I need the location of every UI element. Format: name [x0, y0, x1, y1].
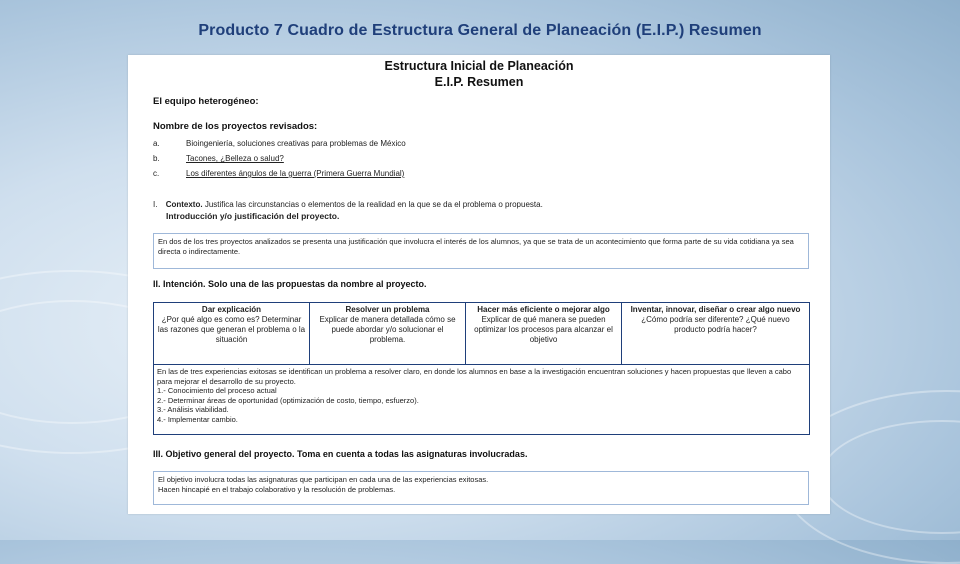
- document-title: Estructura Inicial de Planeación: [384, 59, 574, 73]
- context-subtitle: Introducción y/o justificación del proyecto.: [166, 211, 340, 221]
- intention-title: II. Intención. Solo una de las propuestas da nombre al proyecto.: [153, 279, 427, 289]
- intention-answer-cell: [154, 365, 810, 435]
- project-letter: a.: [153, 139, 160, 148]
- project-name: Los diferentes ángulos de la guerra (Primera Guerra Mundial): [186, 169, 405, 178]
- objective-title: III. Objetivo general del proyecto. Toma en cuenta a todas las asignaturas involucradas.: [153, 449, 528, 459]
- objective-line: El objetivo involucra todas las asignaturas que participan en cada una de las experiencias exitosas.: [158, 475, 489, 484]
- intention-cell: [466, 303, 622, 365]
- intention-head: Dar explicación: [201, 305, 262, 314]
- project-letter: b.: [153, 154, 160, 163]
- context-text: Justifica las circunstancias o elementos de la realidad en la que se da el problema o propuesta.: [204, 200, 543, 209]
- intention-answer-row: [154, 365, 810, 435]
- intention-text: ¿Cómo podría ser diferente? ¿Qué nuevo producto podría hacer?: [641, 315, 790, 334]
- team-label: El equipo heterogéneo:: [153, 96, 259, 107]
- context-answer: En dos de los tres proyectos analizados se presenta una justificación que involucra el interés de los alumnos, ya que se trata de un acontecimiento que forma parte de su vida cotidiana ya sea directa o indirectamente.: [158, 237, 794, 256]
- objective-box: [153, 471, 809, 505]
- intention-cell: [310, 303, 466, 365]
- context-answer-box: [153, 233, 809, 269]
- intention-step: 3.- Análisis viabilidad.: [157, 405, 229, 414]
- intention-step: 4.- Implementar cambio.: [157, 414, 238, 424]
- context-label: Contexto.: [165, 200, 203, 209]
- intention-head: Hacer más eficiente o mejorar algo: [477, 305, 610, 314]
- intention-head: Inventar, innovar, diseñar o crear algo nuevo: [630, 305, 801, 314]
- intention-table: [153, 302, 810, 435]
- intention-row: [154, 303, 810, 365]
- intention-text: Explicar de qué manera se pueden optimizar los procesos para alcanzar el objetivo: [474, 315, 613, 344]
- intention-cell: [622, 303, 810, 365]
- intention-answer: En las de tres experiencias exitosas se identifican un problema a resolver claro, en donde los alumnos en base a la investigación encuentran soluciones y hacen propuestas que lleven a cabo para mejorar el desarrollo de su proyecto.: [157, 367, 792, 386]
- document-subtitle: E.I.P. Resumen: [434, 75, 524, 89]
- context-number: I.: [153, 200, 158, 209]
- project-name: Tacones, ¿Belleza o salud?: [186, 154, 284, 163]
- project-name: Bioingeniería, soluciones creativas para problemas de México: [186, 139, 406, 148]
- projects-label: Nombre de los proyectos revisados:: [153, 121, 318, 132]
- intention-text: Explicar de manera detallada cómo se puede abordar y/o solucionar el problema.: [319, 315, 456, 344]
- intention-step: 2.- Determinar áreas de oportunidad (optimización de costo, tiempo, esfuerzo).: [157, 395, 419, 405]
- intention-cell: [154, 303, 310, 365]
- document-sheet: [128, 55, 830, 514]
- context-heading: [153, 200, 543, 210]
- project-letter: c.: [153, 169, 160, 178]
- slide-title: Producto 7 Cuadro de Estructura General de Planeación (E.I.P.) Resumen: [198, 22, 762, 39]
- objective-line: Hacen hincapié en el trabajo colaborativo y la resolución de problemas.: [158, 485, 396, 494]
- intention-text: ¿Por qué algo es como es? Determinar las razones que generan el problema o la situación: [157, 315, 306, 344]
- intention-step: 1.- Conocimiento del proceso actual: [157, 386, 277, 395]
- intention-head: Resolver un problema: [345, 305, 430, 314]
